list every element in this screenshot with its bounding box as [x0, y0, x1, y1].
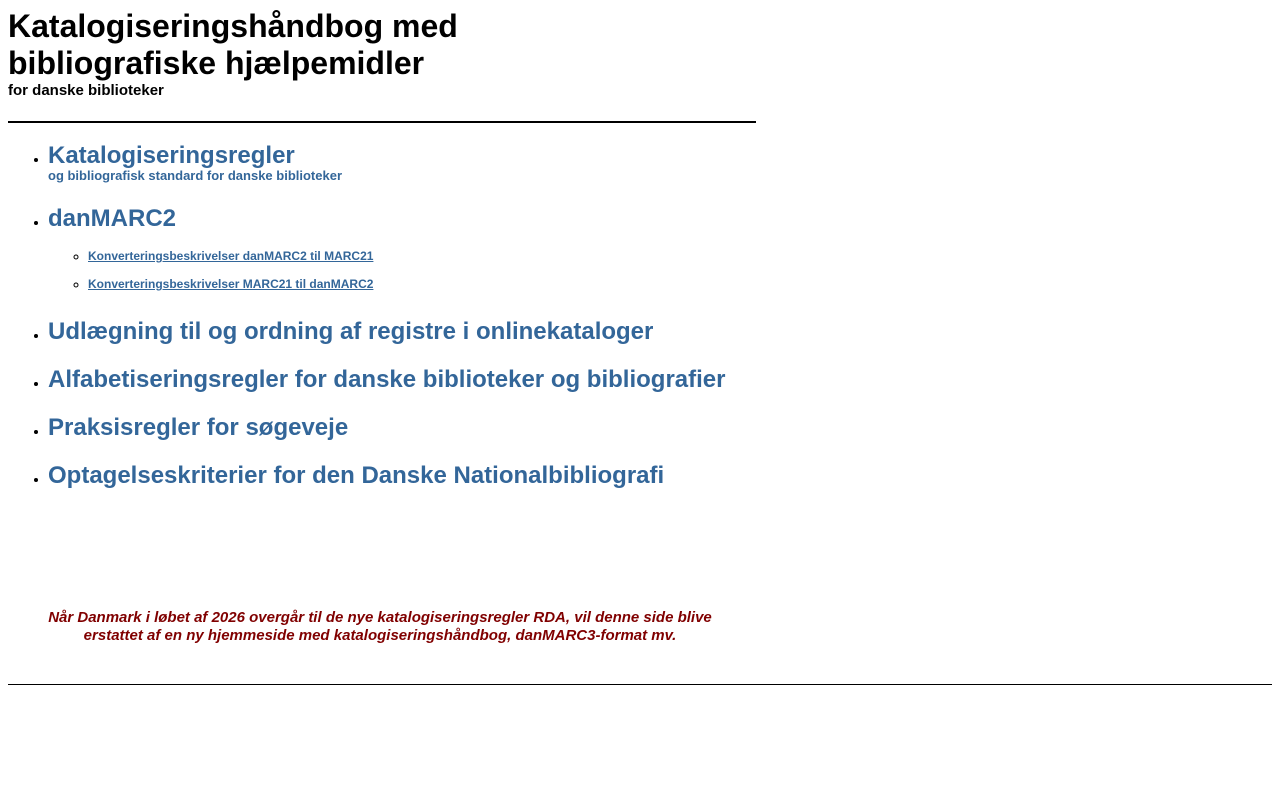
page-title-line-2: bibliografiske hjælpemidler	[8, 45, 425, 81]
conversion-marc21-to-danmarc2-link[interactable]: Konverteringsbeskrivelser MARC21 til danMARC2	[88, 277, 374, 291]
notice-line-2: erstattet af en ny hjemmeside med katalogiseringshåndbog, danMARC3-format mv.	[83, 627, 677, 644]
alfabetisering-link[interactable]: Alfabetiseringsregler for danske biblioteker og bibliografier	[48, 366, 726, 393]
optagelseskriterier-link[interactable]: Optagelseskriterier for den Danske Nationalbibliografi	[48, 462, 665, 489]
page-title	[8, 8, 756, 82]
list-item-alfabetisering	[48, 364, 808, 412]
page-title-line-1: Katalogiseringshåndbog med	[8, 8, 458, 44]
main-navigation-list	[8, 140, 808, 508]
sub-list-item	[88, 249, 808, 277]
rda-transition-notice	[8, 609, 752, 645]
conversion-danmarc2-to-marc21-link[interactable]: Konverteringsbeskrivelser danMARC2 til MARC21	[88, 249, 374, 263]
list-item-katalogiseringsregler	[48, 140, 808, 203]
notice-line-1: Når Danmark i løbet af 2026 overgår til de nye katalogiseringsregler RDA, vil denne side blive	[48, 609, 712, 626]
list-item-praksisregler	[48, 412, 808, 460]
footer-divider	[8, 684, 1272, 685]
list-item-optagelseskriterier	[48, 460, 808, 508]
sub-list-item	[88, 277, 808, 305]
list-item-udlaegning	[48, 316, 808, 364]
header-divider	[8, 121, 756, 123]
danmarc2-link[interactable]: danMARC2	[48, 205, 177, 232]
danmarc2-sub-list	[48, 249, 808, 305]
page-header	[8, 8, 756, 100]
page-subtitle: for danske biblioteker	[8, 82, 164, 99]
katalogiseringsregler-note: og bibliografisk standard for danske biblioteker	[48, 168, 342, 183]
praksisregler-link[interactable]: Praksisregler for søgeveje	[48, 414, 349, 441]
katalogiseringsregler-link[interactable]: Katalogiseringsregler	[48, 142, 295, 169]
udlaegning-link[interactable]: Udlægning til og ordning af registre i onlinekataloger	[48, 318, 654, 345]
list-item-danmarc2	[48, 203, 808, 316]
